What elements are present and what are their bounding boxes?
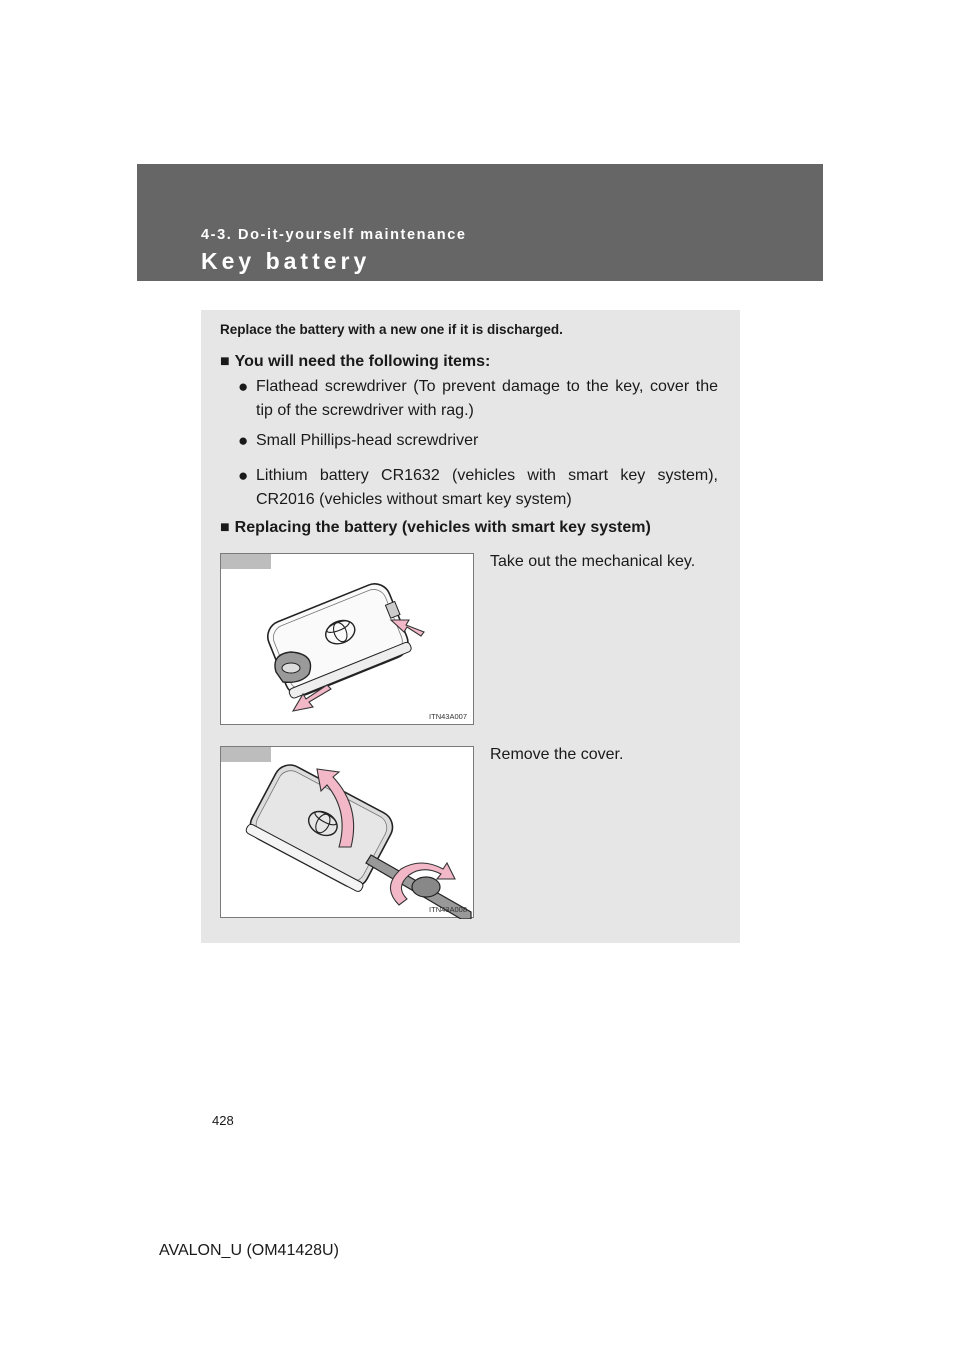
figure-tab [221, 554, 271, 569]
figure-tab [221, 747, 271, 762]
square-bullet-icon: ■ [220, 519, 230, 536]
figure-take-out-key [220, 553, 474, 725]
list-item [238, 429, 718, 453]
section-label: 4-3. Do-it-yourself maintenance [201, 227, 467, 243]
page-title: Key battery [201, 248, 371, 274]
figure-remove-cover [220, 746, 474, 918]
list-item [238, 375, 718, 423]
step-text: Remove the cover. [490, 746, 624, 763]
content-box [201, 310, 740, 943]
items-heading-label: You will need the following items: [234, 353, 491, 370]
list-item-text: Flathead screwdriver (To prevent damage to the key, cover the tip of the screwdriver with rag.) [256, 378, 718, 419]
figure-code: ITN43A008 [429, 905, 467, 914]
figure-code: ITN43A007 [429, 712, 467, 721]
replacing-heading [220, 519, 651, 537]
items-heading [220, 353, 490, 371]
list-item [238, 464, 718, 512]
step-text: Take out the mechanical key. [490, 553, 696, 570]
replacing-heading-label: Replacing the battery (vehicles with smart key system) [234, 519, 651, 536]
page-number: 428 [212, 1113, 234, 1128]
intro-text: Replace the battery with a new one if it is discharged. [220, 322, 563, 337]
section-header-band [137, 164, 823, 281]
list-item-text: Small Phillips-head screwdriver [256, 432, 479, 449]
smart-key-pry-cover-icon [221, 747, 475, 919]
circle-bullet-icon: ● [238, 377, 249, 396]
list-item-text: Lithium battery CR1632 (vehicles with smart key system), CR2016 (vehicles without smart key system) [256, 467, 718, 508]
smart-key-slide-out-icon [221, 554, 475, 726]
circle-bullet-icon: ● [238, 466, 249, 485]
square-bullet-icon: ■ [220, 353, 230, 370]
circle-bullet-icon: ● [238, 431, 249, 450]
document-code: AVALON_U (OM41428U) [159, 1242, 339, 1259]
